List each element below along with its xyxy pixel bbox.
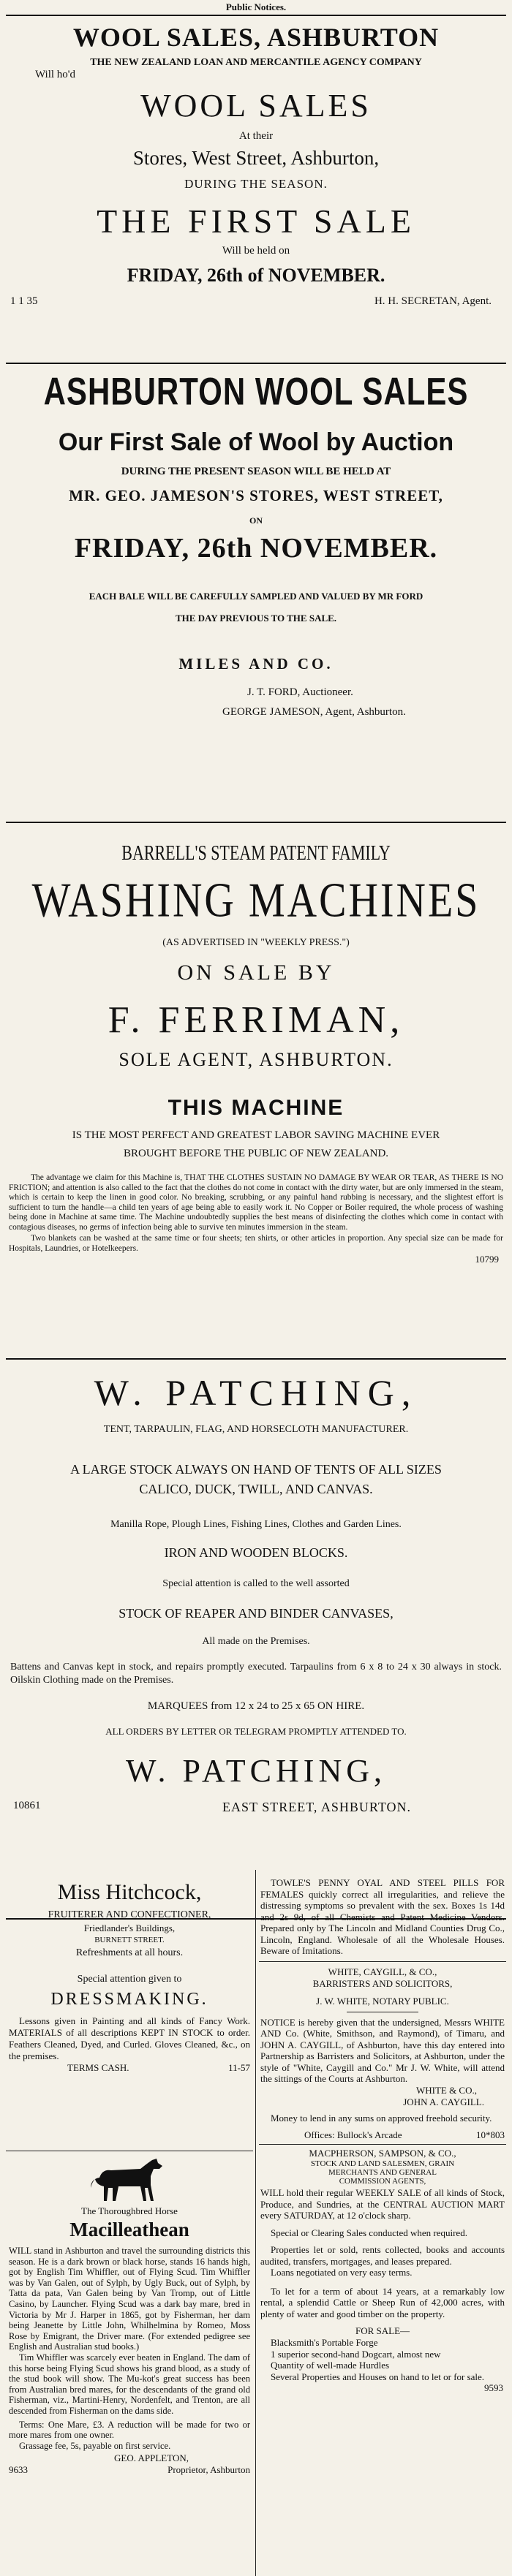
trade: FRUITERER AND CONFECTIONER, <box>48 1909 211 1920</box>
rule <box>6 1358 506 1360</box>
battens-text: Battens and Canvas kept in stock, and repairs promptly executed. Tarpaulins from 6 x 8 to 24 x 30 always in stock. Oilskin Clothing made on the Premises. <box>10 1662 502 1686</box>
firm-sub-3: COMMISSION AGENTS, <box>339 2177 426 2186</box>
money-to-lend: Money to lend in any sums on approved freehold security. <box>271 2112 492 2124</box>
on-sale-by: ON SALE BY <box>177 961 335 985</box>
sale-date: FRIDAY, 26th NOVEMBER. <box>74 533 438 564</box>
barristers: BARRISTERS AND SOLICITORS, <box>312 1977 453 1989</box>
building: Friedlander's Buildings, <box>83 1922 176 1933</box>
ad-ref: 1 1 35 <box>10 295 38 307</box>
ad-miss-hitchcock <box>6 1880 253 2151</box>
made-line: All made on the Premises. <box>202 1636 310 1647</box>
rule <box>259 2144 506 2145</box>
ad-w-patching <box>6 1371 506 1918</box>
orders-line: ALL ORDERS BY LETTER OR TELEGRAM PROMPTLY ATTENDED TO. <box>105 1726 407 1737</box>
signature-1: WHITE & CO., <box>415 2084 477 2096</box>
ad-title: BARRELL'S STEAM PATENT FAMILY <box>121 841 391 865</box>
firm-sub-1: STOCK AND LAND SALESMEN, GRAIN <box>310 2159 455 2168</box>
terms: TERMS CASH. <box>67 2062 129 2073</box>
sale-date: FRIDAY, 26th of NOVEMBER. <box>127 265 385 286</box>
special-line: Special attention is called to the well assorted <box>162 1578 350 1589</box>
list-item: Quantity of well-made Hurdles <box>271 2360 390 2371</box>
signature-2: JOHN A. CAYGILL. <box>403 2096 484 2107</box>
first-sale-heading: THE FIRST SALE <box>97 202 415 240</box>
horse-illustration <box>6 2151 253 2205</box>
body-text-2: Tim Whiffler was scarcely ever beaten in England. The dam of this horse being Flying Scud shows his grand blood, as a study of the stud book will show. The Mu-kot's great success has been from Australian bred mares, for the descendants of the grand old Fisherman, viz., Martini-Henry, Nordenfelt, and Trenton, are all descended from Fisherman on the dams side. <box>9 2352 250 2416</box>
claim-line-1: IS THE MOST PERFECT AND GREATEST LABOR SAVING MACHINE EVER <box>72 1129 440 1141</box>
seller-name: F. FERRIMAN, <box>108 999 404 1041</box>
will-be-held: Will be held on <box>222 245 290 257</box>
rule <box>6 822 506 823</box>
firm-name: WHITE, CAYGILL, & CO., <box>328 1966 437 1977</box>
ad-white-caygill <box>259 1966 506 2142</box>
rope-line: Manilla Rope, Plough Lines, Fishing Lines, Clothes and Garden Lines. <box>110 1519 402 1530</box>
body-text: WILL hold their regular WEEKLY SALE of all kinds of Stock, Produce, and Sundries, at the CENTRAL AUCTION MART every SATURDAY, at 12 o'clock sharp. <box>260 2187 505 2221</box>
ad-subtitle: TENT, TARPAULIN, FLAG, AND HORSECLOTH MANUFACTURER. <box>103 1424 409 1435</box>
blocks-line: IRON AND WOODEN BLOCKS. <box>164 1545 348 1560</box>
right-column <box>259 1870 506 2394</box>
firm-name: MACPHERSON, SAMPSON, & CO., <box>309 2148 456 2159</box>
at-their: At their <box>238 130 274 142</box>
horse-name: Macilleathean <box>69 2219 189 2240</box>
ad-ref: 10*803 <box>476 2129 505 2140</box>
firm-name: MILES AND CO. <box>178 655 334 673</box>
properties: Properties let or sold, rents collected, books and accounts audited, transfers, mortgages, and leases prepared. <box>260 2244 505 2267</box>
dressmaking: DRESSMAKING. <box>50 1990 208 2009</box>
street: BURNETT STREET. <box>94 1936 165 1944</box>
rule <box>6 363 506 364</box>
will-hold: Will ho'd <box>35 69 76 80</box>
to-let: To let for a term of about 14 years, at a remarkably low rental, a splendid Cattle or Sheep Run of 42,000 acres, with plenty of water and good timber on the property. <box>260 2285 505 2319</box>
marquees-line: MARQUEES from 12 x 24 to 25 x 65 ON HIRE. <box>147 1700 365 1712</box>
section-header: Public Notices. <box>225 1 287 12</box>
on-word: ON <box>249 515 263 526</box>
grassage: Grassage fee, 5s, payable on first service. <box>19 2440 171 2451</box>
ad-title: Miss Hitchcock, <box>57 1880 202 1904</box>
during-season: DURING THE SEASON. <box>184 177 328 191</box>
note-line-1: EACH BALE WILL BE CAREFULLY SAMPLED AND VALUED BY MR FORD <box>89 591 423 602</box>
ad-title: W. PATCHING, <box>94 1372 418 1413</box>
note-line-2: THE DAY PREVIOUS TO THE SALE. <box>175 613 337 624</box>
body-text: WILL stand in Ashburton and travel the surrounding districts this season. He is a dark brown or black horse, stands 16 hands high, got by English Tim Whiffler, out of Flying Scud. Tim Whiffler was by Van Galen, out of Sylph, by Ugly Buck, out of Sylph, by Tatta da pata, Van Galen being by Van Tromp, out of Little Casino, by Launcher. Flying Scud was a dark bay mare, bred in Victoria by Mr J. Harper in 1865, got by Fisherman, her dam being Jeanette by Little John, Whilhelmina by Romeo, Moss Rose by Emigrant, the Driver mare. (For extended pedigree see English and Australian stud books.) <box>9 2246 250 2352</box>
company-name: THE NEW ZEALAND LOAN AND MERCANTILE AGENCY COMPANY <box>90 57 422 68</box>
for-sale: FOR SALE— <box>355 2325 410 2336</box>
ad-title: WOOL SALES, ASHBURTON <box>72 23 440 52</box>
list-item: Blacksmith's Portable Forge <box>271 2337 378 2348</box>
body-text: The advantage we claim for this Machine is, THAT THE CLOTHES SUSTAIN NO DAMAGE BY WEAR OR TEAR, AS THERE IS NO FRICTION; and attention is also called to the fact that the clothes do not come in contact with the dirty water, but are only immersed in the steam, which is certain to keep the linen in good color. No breaking, scrubbing, or any painful hand rubbing is necessary, and the slightest effort is sufficient to turn the handle—a child ten years of age being able to easily work it. No Copper or Boiler required, the whole process of washing being done in Machine at same time. The Machine undoubtedly supplies the best means of disinfecting the clothes which come in contact with contagious diseases, no germs of infection being able to survive ten minutes immersion in the steam. <box>9 1173 503 1232</box>
ad-wool-sales-nz-loan <box>6 22 506 363</box>
column-divider <box>255 1870 256 2576</box>
wool-sales-heading: WOOL SALES <box>140 88 372 124</box>
product-heading: WASHING MACHINES <box>31 873 481 928</box>
stock-line-2: CALICO, DUCK, TWILL, AND CANVAS. <box>139 1482 373 1496</box>
sole-agent: SOLE AGENT, ASHBURTON. <box>118 1049 394 1070</box>
agent-name: H. H. SECRETAN, Agent. <box>374 295 492 307</box>
body-text: NOTICE is hereby given that the undersigned, Messrs WHITE AND Co. (White, Smithson, and Raymond), of Timaru, and JOHN A. CAYGILL, of Ashburton, have this day entered into Partnership as Barristers and Solicitors, at Ashburton, under the style of "White, Caygill and Co." Mr J. W. White, will attend the sittings of the Courts at Ashburton. <box>260 2016 505 2084</box>
stock-line-1: A LARGE STOCK ALWAYS ON HAND OF TENTS OF ALL SIZES <box>70 1462 442 1477</box>
for-sale-list <box>260 2337 505 2382</box>
ad-ref: 10799 <box>475 1254 499 1265</box>
list-item: Several Properties and Houses on hand to let or for sale. <box>271 2371 485 2382</box>
left-column <box>6 1870 253 2476</box>
ad-ref: 9633 <box>9 2464 28 2476</box>
rule <box>6 15 506 16</box>
refreshments: Refreshments at all hours. <box>75 1947 184 1958</box>
ad-ref: 10861 <box>13 1800 41 1811</box>
sale-place: MR. GEO. JAMESON'S STORES, WEST STREET, <box>69 487 443 504</box>
agent: GEORGE JAMESON, Agent, Ashburton. <box>222 706 406 718</box>
rule <box>259 1961 506 1962</box>
stores-location: Stores, West Street, Ashburton, <box>132 147 380 169</box>
claim-line-2: BROUGHT BEFORE THE PUBLIC OF NEW ZEALAND. <box>123 1148 389 1159</box>
advertised-in: (AS ADVERTISED IN "WEEKLY PRESS.") <box>162 937 350 948</box>
thoroughbred-label: The Thoroughbred Horse <box>81 2205 178 2216</box>
address: EAST STREET, ASHBURTON. <box>222 1800 411 1814</box>
body-text: Lessons given in Painting and all kinds of Fancy Work. MATERIALS of all descriptions KEPT IN STOCK to order. Feathers Cleaned, Dyed, and Curled. Gloves Cleaned, &c., on the premises. <box>9 2015 250 2061</box>
ad-subtitle: Our First Sale of Wool by Auction <box>58 428 454 456</box>
newspaper-page <box>6 0 506 2576</box>
body-text-2: Two blankets can be washed at the same time or four sheets; ten shirts, or other articles in proportion. Any special size can be made for Hospitals, Laundries, or Hotelkeepers. <box>9 1234 503 1253</box>
reaper-line: STOCK OF REAPER AND BINDER CANVASES, <box>118 1606 394 1621</box>
during-line: DURING THE PRESENT SEASON WILL BE HELD AT <box>121 466 391 477</box>
proprietor: Proprietor, Ashburton <box>167 2464 250 2476</box>
list-item: 1 superior second-hand Dogcart, almost new <box>271 2348 441 2360</box>
ad-towles-pills: TOWLE'S PENNY OYAL AND STEEL PILLS FOR FEMALES quickly correct all irregularities, and relieve the distressing symptoms so prevalent with the sex. Boxes 1s 14d and 2s 9d, of all Chemists and Patent Medicine Vendors. Prepared only by The Lincoln and Midland Counties Drug Co., Lincoln, England. Wholesale of all the Wholesale Houses. Beware of Imitations. <box>260 1877 505 1956</box>
signature-name: W. PATCHING, <box>125 1753 387 1789</box>
ad-ref: 9593 <box>484 2382 503 2393</box>
firm-sub-2: MERCHANTS AND GENERAL <box>328 2168 437 2177</box>
ad-title: ASHBURTON WOOL SALES <box>43 370 469 413</box>
owner-name: GEO. APPLETON, <box>114 2452 189 2464</box>
this-machine-heading: THIS MACHINE <box>167 1096 345 1120</box>
auctioneer: J. T. FORD, Auctioneer. <box>247 686 353 698</box>
offices: Offices: Bullock's Arcade <box>304 2129 402 2140</box>
loans: Loans negotiated on very easy terms. <box>271 2267 413 2278</box>
horse-icon <box>89 2156 170 2207</box>
ad-macilleathean <box>6 2151 253 2476</box>
clearing-sales: Special or Clearing Sales conducted when required. <box>271 2227 467 2238</box>
ad-ashburton-wool-sales <box>6 370 506 822</box>
ad-washing-machines <box>6 841 506 1358</box>
special-attention: Special attention given to <box>77 1974 182 1985</box>
notary: J. W. WHITE, NOTARY PUBLIC. <box>316 1995 449 2007</box>
ad-ref: 11-57 <box>228 2062 250 2073</box>
terms: Terms: One Mare, £3. A reduction will be made for two or more mares from one owner. <box>9 2419 250 2441</box>
ad-macpherson-sampson <box>259 2148 506 2394</box>
